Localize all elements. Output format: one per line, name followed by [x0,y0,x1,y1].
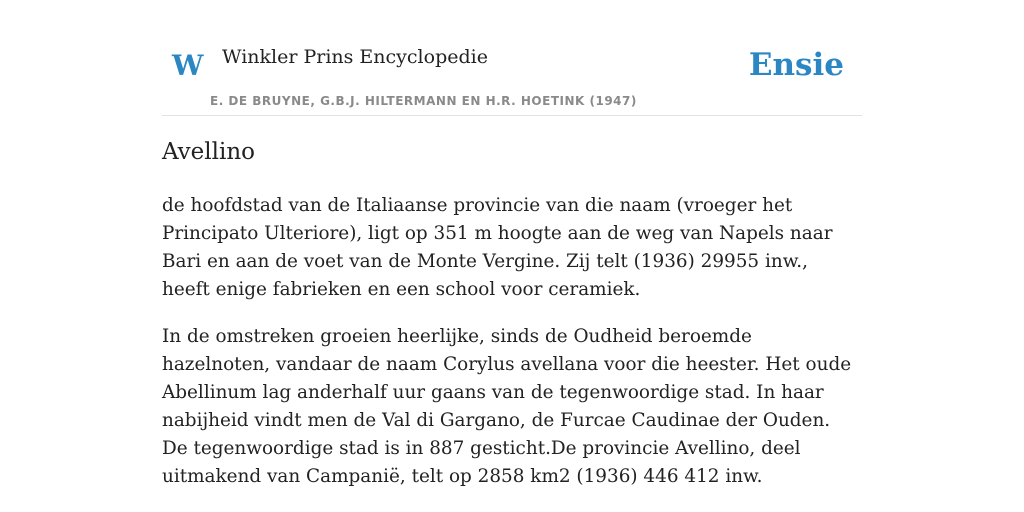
winkler-prins-logo[interactable]: W [172,49,204,82]
ensie-logo-link[interactable]: Ensie [748,47,844,83]
source-header [162,0,862,116]
article-paragraph: In de omstreken groeien heerlijke, sinds de Oudheid beroemde hazelnoten, vandaar de naam Corylus avellana voor die heester. Het oude Abellinum lag anderhalf uur gaans van de tegenwoordige stad. In haar nabijheid vindt men de Val di Gargano, de Furcae Caudinae der Ouden. De tegenwoordige stad is in 887 gesticht.De provincie Avellino, deel uitmakend van Campanië, telt op 2858 km2 (1936) 446 412 inw. [162,326,852,487]
article-title: Avellino [162,139,256,165]
source-title[interactable]: Winkler Prins Encyclopedie [222,46,488,68]
article-paragraph: de hoofdstad van de Italiaanse provincie van die naam (vroeger het Principato Ulteriore), ligt op 351 m hoogte aan de weg van Napels naar Bari en aan de voet van de Monte Vergine. Zij telt (1936) 29955 inw., heeft enige fabrieken en een school voor ceramiek. [162,195,833,300]
source-authors: E. DE BRUYNE, G.B.J. HILTERMANN EN H.R. HOETINK (1947) [210,94,637,108]
